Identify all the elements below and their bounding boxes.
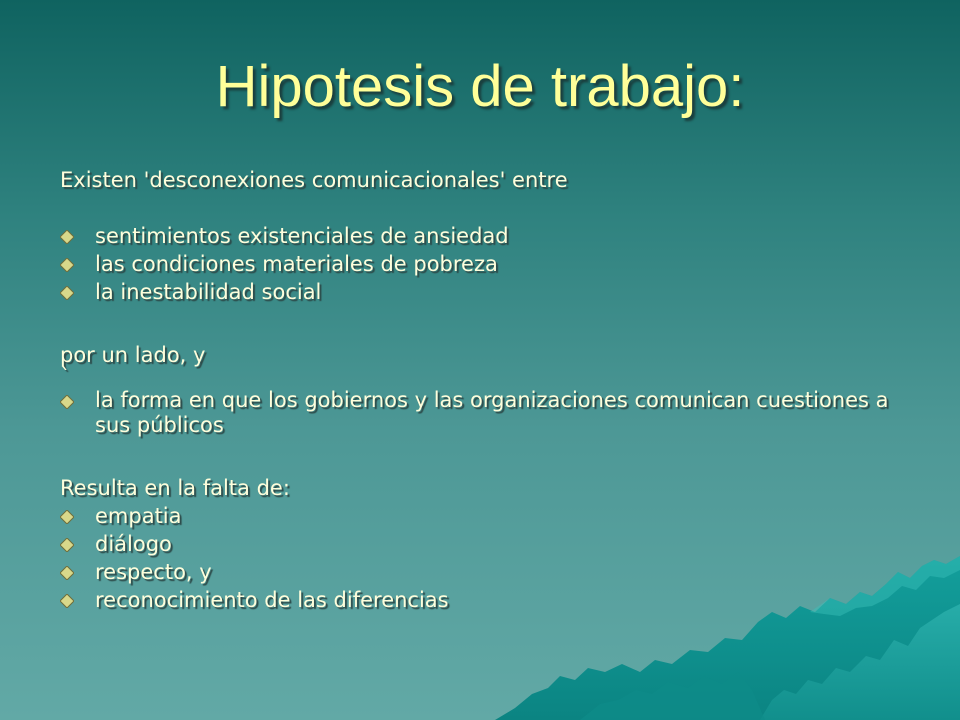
list-item-text: sentimientos existenciales de ansiedad (95, 224, 509, 248)
diamond-bullet-icon (60, 278, 95, 306)
diamond-bullet-icon (60, 502, 95, 530)
list-item (60, 278, 920, 306)
diamond-bullet-icon (60, 558, 95, 586)
list-item (60, 530, 920, 558)
slide-body (60, 166, 920, 614)
list-item-text: reconocimiento de las diferencias (95, 588, 449, 612)
list-item (60, 502, 920, 530)
diamond-bullet-icon (60, 530, 95, 558)
list-item (60, 586, 920, 614)
list-item-text: respecto, y (95, 560, 212, 584)
list-item-text: la inestabilidad social (95, 280, 322, 304)
diamond-bullet-icon (60, 586, 95, 614)
list-item-text: las condiciones materiales de pobreza (95, 252, 498, 276)
list-item (60, 222, 920, 250)
list-item-text: diálogo (95, 532, 172, 556)
intro-text: Existen 'desconexiones comunicacionales' entre (60, 168, 568, 192)
list-item-text: empatia (95, 504, 182, 528)
connector-text: por un lado, y (60, 343, 206, 367)
diamond-bullet-icon (60, 222, 95, 250)
list-item (60, 250, 920, 278)
slide-title: Hipotesis de trabajo: (215, 54, 745, 119)
list-item (60, 387, 920, 438)
list-item (60, 558, 920, 586)
diamond-bullet-icon (60, 387, 95, 415)
stray-mark: ` (60, 364, 71, 388)
result-heading: Resulta en la falta de: (60, 476, 290, 500)
diamond-bullet-icon (60, 250, 95, 278)
list-item-text: la forma en que los gobiernos y las organizaciones comunican cuestiones a sus públicos (95, 388, 889, 437)
